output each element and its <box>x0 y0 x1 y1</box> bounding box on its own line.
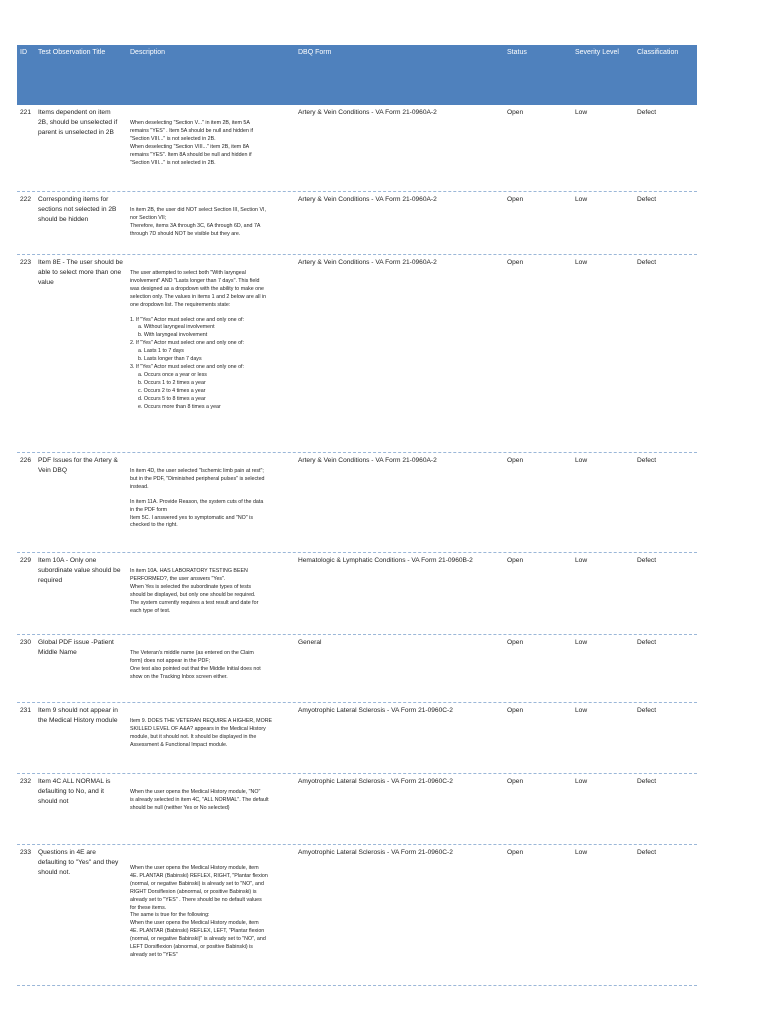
description-line: form) does not appear in the PDF; <box>130 657 211 664</box>
title-line: Corresponding items for <box>38 196 109 203</box>
cell-status: Open <box>507 639 524 646</box>
title-line: defaulting to "Yes" and they <box>38 859 119 867</box>
table-row <box>17 703 697 774</box>
description-line: show on the Tracking Inbox screen either. <box>130 673 228 680</box>
description-line: When the user opens the Medical History module, item <box>130 865 259 871</box>
cell-classification: Defect <box>637 707 657 714</box>
description-spacer <box>130 492 295 499</box>
cell-dbq-form: Amyotrophic Lateral Sclerosis - VA Form 21-0960C-2 <box>298 707 453 714</box>
cell-severity: Low <box>575 259 588 266</box>
description-line: In item 2B, the user did NOT select Section III, Section VI, <box>130 207 266 213</box>
cell-title <box>38 108 130 139</box>
cell-description <box>130 650 295 682</box>
description-line: "Section VIII..." is not selected in 2B. <box>130 135 216 142</box>
cell-severity: Low <box>575 778 588 785</box>
cell-id: 226 <box>20 457 32 464</box>
description-line: Item 5C. I answered yes to symptomatic and "NO" is <box>130 514 253 521</box>
cell-id: 233 <box>20 849 32 856</box>
cell-severity: Low <box>575 849 588 856</box>
cell-description <box>130 270 295 411</box>
description-line: 1. If "Yes" Actor must select one and only one of: <box>130 316 244 323</box>
description-line: (normal, or negative Babinski) is already set to "NO", and <box>130 880 264 887</box>
description-line: 3. If "Yes" Actor must select one and only one of: <box>130 363 244 370</box>
title-line: Item 8E - The user should be <box>38 259 123 266</box>
title-line: value <box>38 279 54 287</box>
description-line: In item 11A. Provide Reason, the system cuts of the data <box>130 498 264 505</box>
header-id: ID <box>20 49 27 56</box>
cell-classification: Defect <box>637 849 657 856</box>
description-line: b. Lasts longer than 7 days <box>138 356 202 363</box>
description-line: 2. If "Yes" Actor must select one and only one of: <box>130 340 244 347</box>
description-line: The same is true for the following: <box>130 912 210 919</box>
cell-severity: Low <box>575 557 588 564</box>
title-line: the Medical History module <box>38 717 118 725</box>
description-line: selection only. The values in items 1 and 2 below are all in <box>130 293 267 300</box>
title-line: defaulting to No, and it <box>38 788 104 796</box>
description-line: When the user opens the Medical History module, "NO" <box>130 789 261 795</box>
cell-dbq-form: Artery & Vein Conditions - VA Form 21-0960A-2 <box>298 109 437 116</box>
cell-severity: Low <box>575 109 588 116</box>
cell-status: Open <box>507 109 524 116</box>
title-line: 2B, should be unselected if <box>38 119 118 127</box>
cell-dbq-form: General <box>298 639 322 646</box>
description-line: in the PDF form <box>130 506 168 513</box>
cell-severity: Low <box>575 196 588 203</box>
description-line: Assessment & Functional Impact module. <box>130 741 228 748</box>
description-line: for these items. <box>130 904 167 911</box>
cell-title <box>38 258 130 289</box>
description-line: When the user opens the Medical History module, item <box>130 920 259 927</box>
description-line: Therefore, items 3A through 3C, 6A through 6D, and 7A <box>130 222 261 229</box>
header-title: Test Observation Title <box>38 49 106 56</box>
description-line: should be null (neither Yes or No selected) <box>130 804 230 811</box>
cell-id: 230 <box>20 639 32 646</box>
description-line: instead. <box>130 483 149 490</box>
title-line: able to select more than one <box>38 269 122 277</box>
cell-severity: Low <box>575 457 588 464</box>
cell-title <box>38 556 130 587</box>
description-line: nor Section VII; <box>130 214 167 221</box>
description-line: Item 9. DOES THE VETERAN REQUIRE A HIGHER, MORE <box>130 718 273 724</box>
description-line: already set to "YES" <box>130 951 178 958</box>
cell-classification: Defect <box>637 109 657 116</box>
title-line: Vein DBQ <box>38 467 67 475</box>
title-line: parent is unselected in 2B <box>38 129 114 137</box>
cell-title <box>38 195 130 226</box>
cell-title <box>38 638 130 658</box>
description-spacer <box>130 310 295 317</box>
header-description: Description <box>130 49 166 56</box>
description-line: b. With laryngeal involvement <box>138 332 208 339</box>
description-line: remains "YES". Item 8A should be null and hidden if <box>130 151 252 158</box>
title-line: sections not selected in 2B <box>38 206 117 214</box>
description-line: e. Occurs more than 8 times a year <box>138 403 221 410</box>
cell-title <box>38 456 130 476</box>
description-line: involvement" AND "Lasts longer than 7 days". This field <box>130 277 260 284</box>
cell-dbq-form: Artery & Vein Conditions - VA Form 21-0960A-2 <box>298 457 437 464</box>
cell-classification: Defect <box>637 778 657 785</box>
description-line: In item 10A. HAS LABORATORY TESTING BEEN <box>130 568 248 574</box>
header-classification: Classification <box>637 49 679 56</box>
table-row <box>17 453 697 553</box>
table-row <box>17 192 697 255</box>
title-line: Item 9 should not appear in <box>38 707 118 714</box>
title-line: PDF Issues for the Artery & <box>38 457 118 464</box>
description-line: but in the PDF, "Diminished peripheral pulses" is selected <box>130 475 265 482</box>
cell-classification: Defect <box>637 557 657 564</box>
cell-description <box>130 207 295 239</box>
description-line: module, but it should not. It should be displayed in the <box>130 733 257 740</box>
description-line: checked to the right. <box>130 522 178 529</box>
description-line: SKILLED LEVEL OF A&A? appears in the Medical History <box>130 725 266 732</box>
observations-table <box>17 45 697 986</box>
cell-id: 232 <box>20 778 32 785</box>
description-line: each type of test. <box>130 607 171 614</box>
description-line: a. Without laryngeal involvement <box>138 324 215 331</box>
description-line: One test also pointed out that the Middle Initial does not <box>130 665 261 672</box>
description-line: "Section VIII..." is not selected in 2B. <box>130 159 216 166</box>
cell-severity: Low <box>575 707 588 714</box>
cell-id: 231 <box>20 707 32 714</box>
title-line: Items dependent on item <box>38 109 111 116</box>
title-line: Questions in 4E are <box>38 849 96 856</box>
title-line: should be hidden <box>38 216 89 224</box>
cell-description <box>130 718 295 750</box>
cell-id: 223 <box>20 259 32 266</box>
description-line: The system currently requires a test result and date for <box>130 599 259 606</box>
cell-status: Open <box>507 457 524 464</box>
cell-description <box>130 468 295 530</box>
description-line: When deselecting "Section V..." in item 2B, item 5A <box>130 120 250 126</box>
description-line: c. Occurs 2 to 4 times a year <box>138 387 206 394</box>
cell-status: Open <box>507 557 524 564</box>
description-line: one dropdown list. The requirements state: <box>130 301 231 308</box>
description-line: remains "YES" . Item 5A should be null and hidden if <box>130 127 254 134</box>
description-line: The user attempted to select both "With laryngeal <box>130 270 246 276</box>
title-line: subordinate value should be <box>38 567 121 575</box>
description-line: through 7D should NOT be visible but they are. <box>130 230 241 237</box>
table-row <box>17 553 697 635</box>
table-row <box>17 255 697 453</box>
cell-title <box>38 706 130 726</box>
description-line: already set to "YES" . There should be no default values <box>130 896 262 903</box>
description-line: 4E. PLANTAR (Babinski) REFLEX, RIGHT, "Plantar flexion <box>130 872 268 879</box>
description-line: When Yes is selected the subordinate types of tests <box>130 583 252 590</box>
cell-title <box>38 848 130 879</box>
cell-description <box>130 789 295 813</box>
cell-status: Open <box>507 196 524 203</box>
title-line: Middle Name <box>38 649 77 657</box>
cell-id: 221 <box>20 109 32 116</box>
cell-id: 222 <box>20 196 32 203</box>
cell-dbq-form: Hematologic & Lymphatic Conditions - VA Form 21-0960B-2 <box>298 557 473 564</box>
description-line: RIGHT Dorsiflexion (abnormal, or positive Babinski) is <box>130 888 257 895</box>
description-line: (normal, or negative Babinski)" is already set to "NO", and <box>130 936 266 943</box>
cell-severity: Low <box>575 639 588 646</box>
table-row <box>17 105 697 192</box>
description-line: The Veteran's middle name (as entered on the Claim <box>130 650 254 656</box>
description-line: should be displayed, but only one should be required. <box>130 591 256 598</box>
cell-status: Open <box>507 259 524 266</box>
header-status: Status <box>507 49 527 56</box>
cell-description <box>130 865 295 960</box>
header-severity: Severity Level <box>575 49 619 56</box>
cell-description <box>130 120 295 167</box>
table-header <box>17 45 697 105</box>
title-line: should not. <box>38 869 71 877</box>
cell-status: Open <box>507 849 524 856</box>
cell-status: Open <box>507 707 524 714</box>
title-line: Item 10A - Only one <box>38 557 97 564</box>
cell-title <box>38 777 130 808</box>
table-row <box>17 774 697 845</box>
cell-dbq-form: Artery & Vein Conditions - VA Form 21-0960A-2 <box>298 196 437 203</box>
title-line: Global PDF issue -Patient <box>38 639 114 646</box>
description-line: d. Occurs 5 to 8 times a year <box>138 395 206 402</box>
description-line: a. Lasts 1 to 7 days <box>138 348 184 355</box>
table-row <box>17 845 697 986</box>
cell-status: Open <box>507 778 524 785</box>
table-body <box>17 105 697 986</box>
description-line: is already selected in item 4C, "ALL NORMAL". The default <box>130 796 269 803</box>
title-line: should not <box>38 798 69 806</box>
cell-classification: Defect <box>637 457 657 464</box>
cell-dbq-form: Artery & Vein Conditions - VA Form 21-0960A-2 <box>298 259 437 266</box>
header-dbq-form: DBQ Form <box>298 49 332 56</box>
cell-description <box>130 568 295 615</box>
cell-classification: Defect <box>637 196 657 203</box>
cell-dbq-form: Amyotrophic Lateral Sclerosis - VA Form 21-0960C-2 <box>298 849 453 856</box>
description-line: b. Occurs 1 to 2 times a year <box>138 379 206 386</box>
description-line: LEFT Dorsiflexion (abnormal, or positive Babinski) is <box>130 944 253 951</box>
description-line: 4E. PLANTAR (Babinski) REFLEX, LEFT, "Plantar flexion <box>130 928 265 935</box>
cell-id: 229 <box>20 557 32 564</box>
description-line: When deselecting "Section VIII..." item 2B, item 8A <box>130 143 250 150</box>
title-line: required <box>38 577 63 585</box>
table-row <box>17 635 697 703</box>
cell-dbq-form: Amyotrophic Lateral Sclerosis - VA Form 21-0960C-2 <box>298 778 453 785</box>
description-line: PERFORMED?, the user answers "Yes". <box>130 575 226 582</box>
description-line: In item 4D, the user selected "Ischemic limb pain at rest"; <box>130 468 264 474</box>
title-line: Item 4C ALL NORMAL is <box>38 778 111 785</box>
cell-classification: Defect <box>637 259 657 266</box>
description-line: was designed as a dropdown with the ability to make one <box>130 285 264 292</box>
description-line: a. Occurs once a year or less <box>138 371 207 378</box>
cell-classification: Defect <box>637 639 657 646</box>
